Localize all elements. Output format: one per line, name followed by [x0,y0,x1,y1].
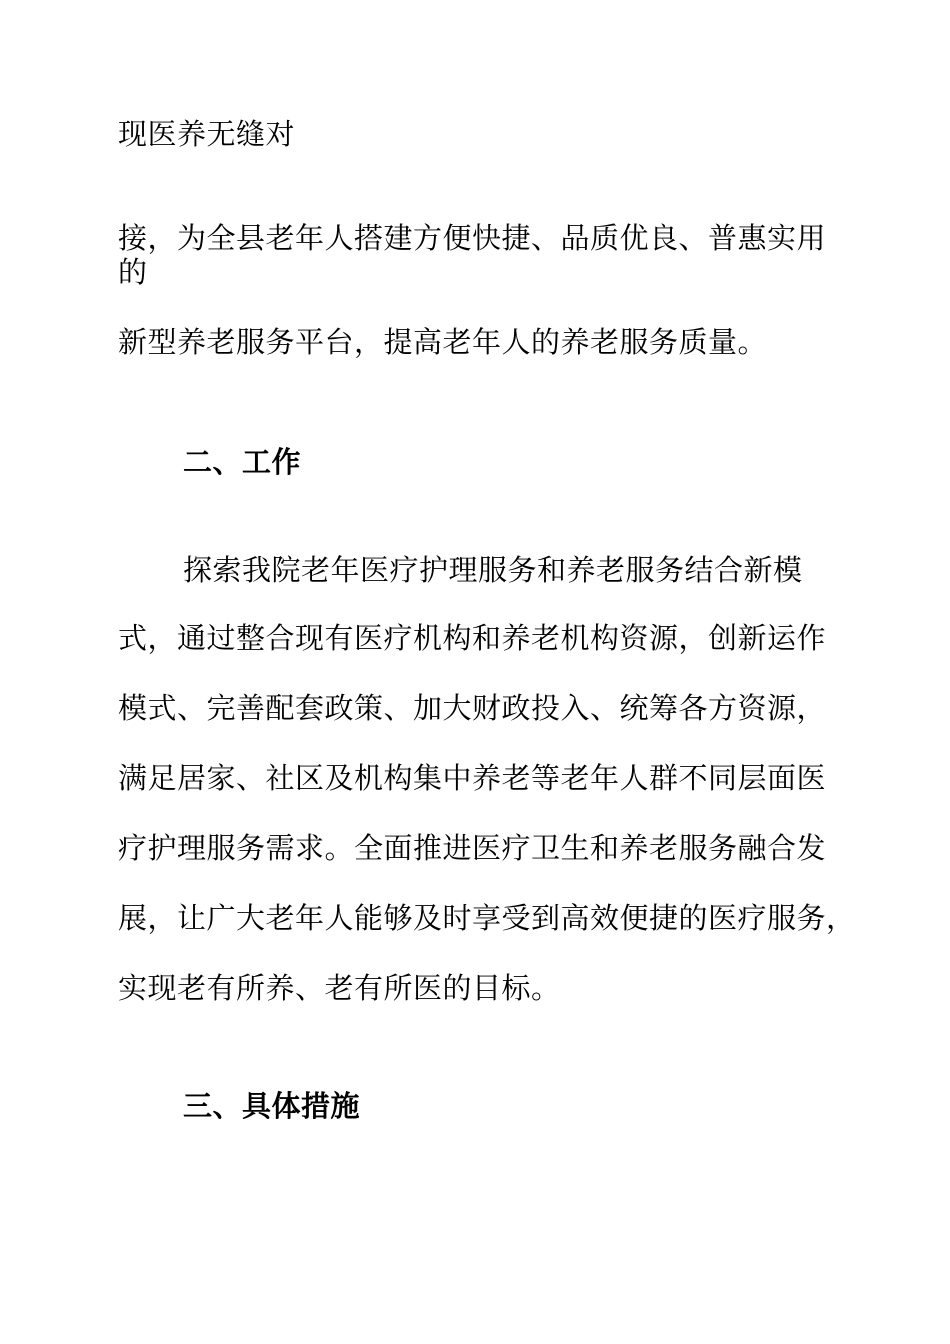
paragraph-line: 实现老有所养、老有所医的目标。 [118,971,561,1005]
intro-line-4: 新型养老服务平台，提高老年人的养老服务质量。 [118,325,768,359]
intro-line-2: 接，为全县老年人搭建方便快捷、品质优良、普惠实用 [118,221,827,255]
paragraph-line: 疗护理服务需求。全面推进医疗卫生和养老服务融合发 [118,831,827,865]
paragraph-line: 满足居家、社区及机构集中养老等老年人群不同层面医 [118,761,827,795]
section-heading-2: 二、工作 [183,445,302,479]
intro-line-3: 的 [118,255,148,289]
paragraph-line: 展，让广大老年人能够及时享受到高效便捷的医疗服务， [118,901,856,935]
paragraph-line: 探索我院老年医疗护理服务和养老服务结合新模 [183,553,803,587]
paragraph-line: 式，通过整合现有医疗机构和养老机构资源，创新运作 [118,621,827,655]
intro-line-1: 现医养无缝对 [118,117,296,151]
section-heading-3: 三、具体措施 [183,1089,361,1123]
paragraph-line: 模式、完善配套政策、加大财政投入、统筹各方资源， [118,691,827,725]
